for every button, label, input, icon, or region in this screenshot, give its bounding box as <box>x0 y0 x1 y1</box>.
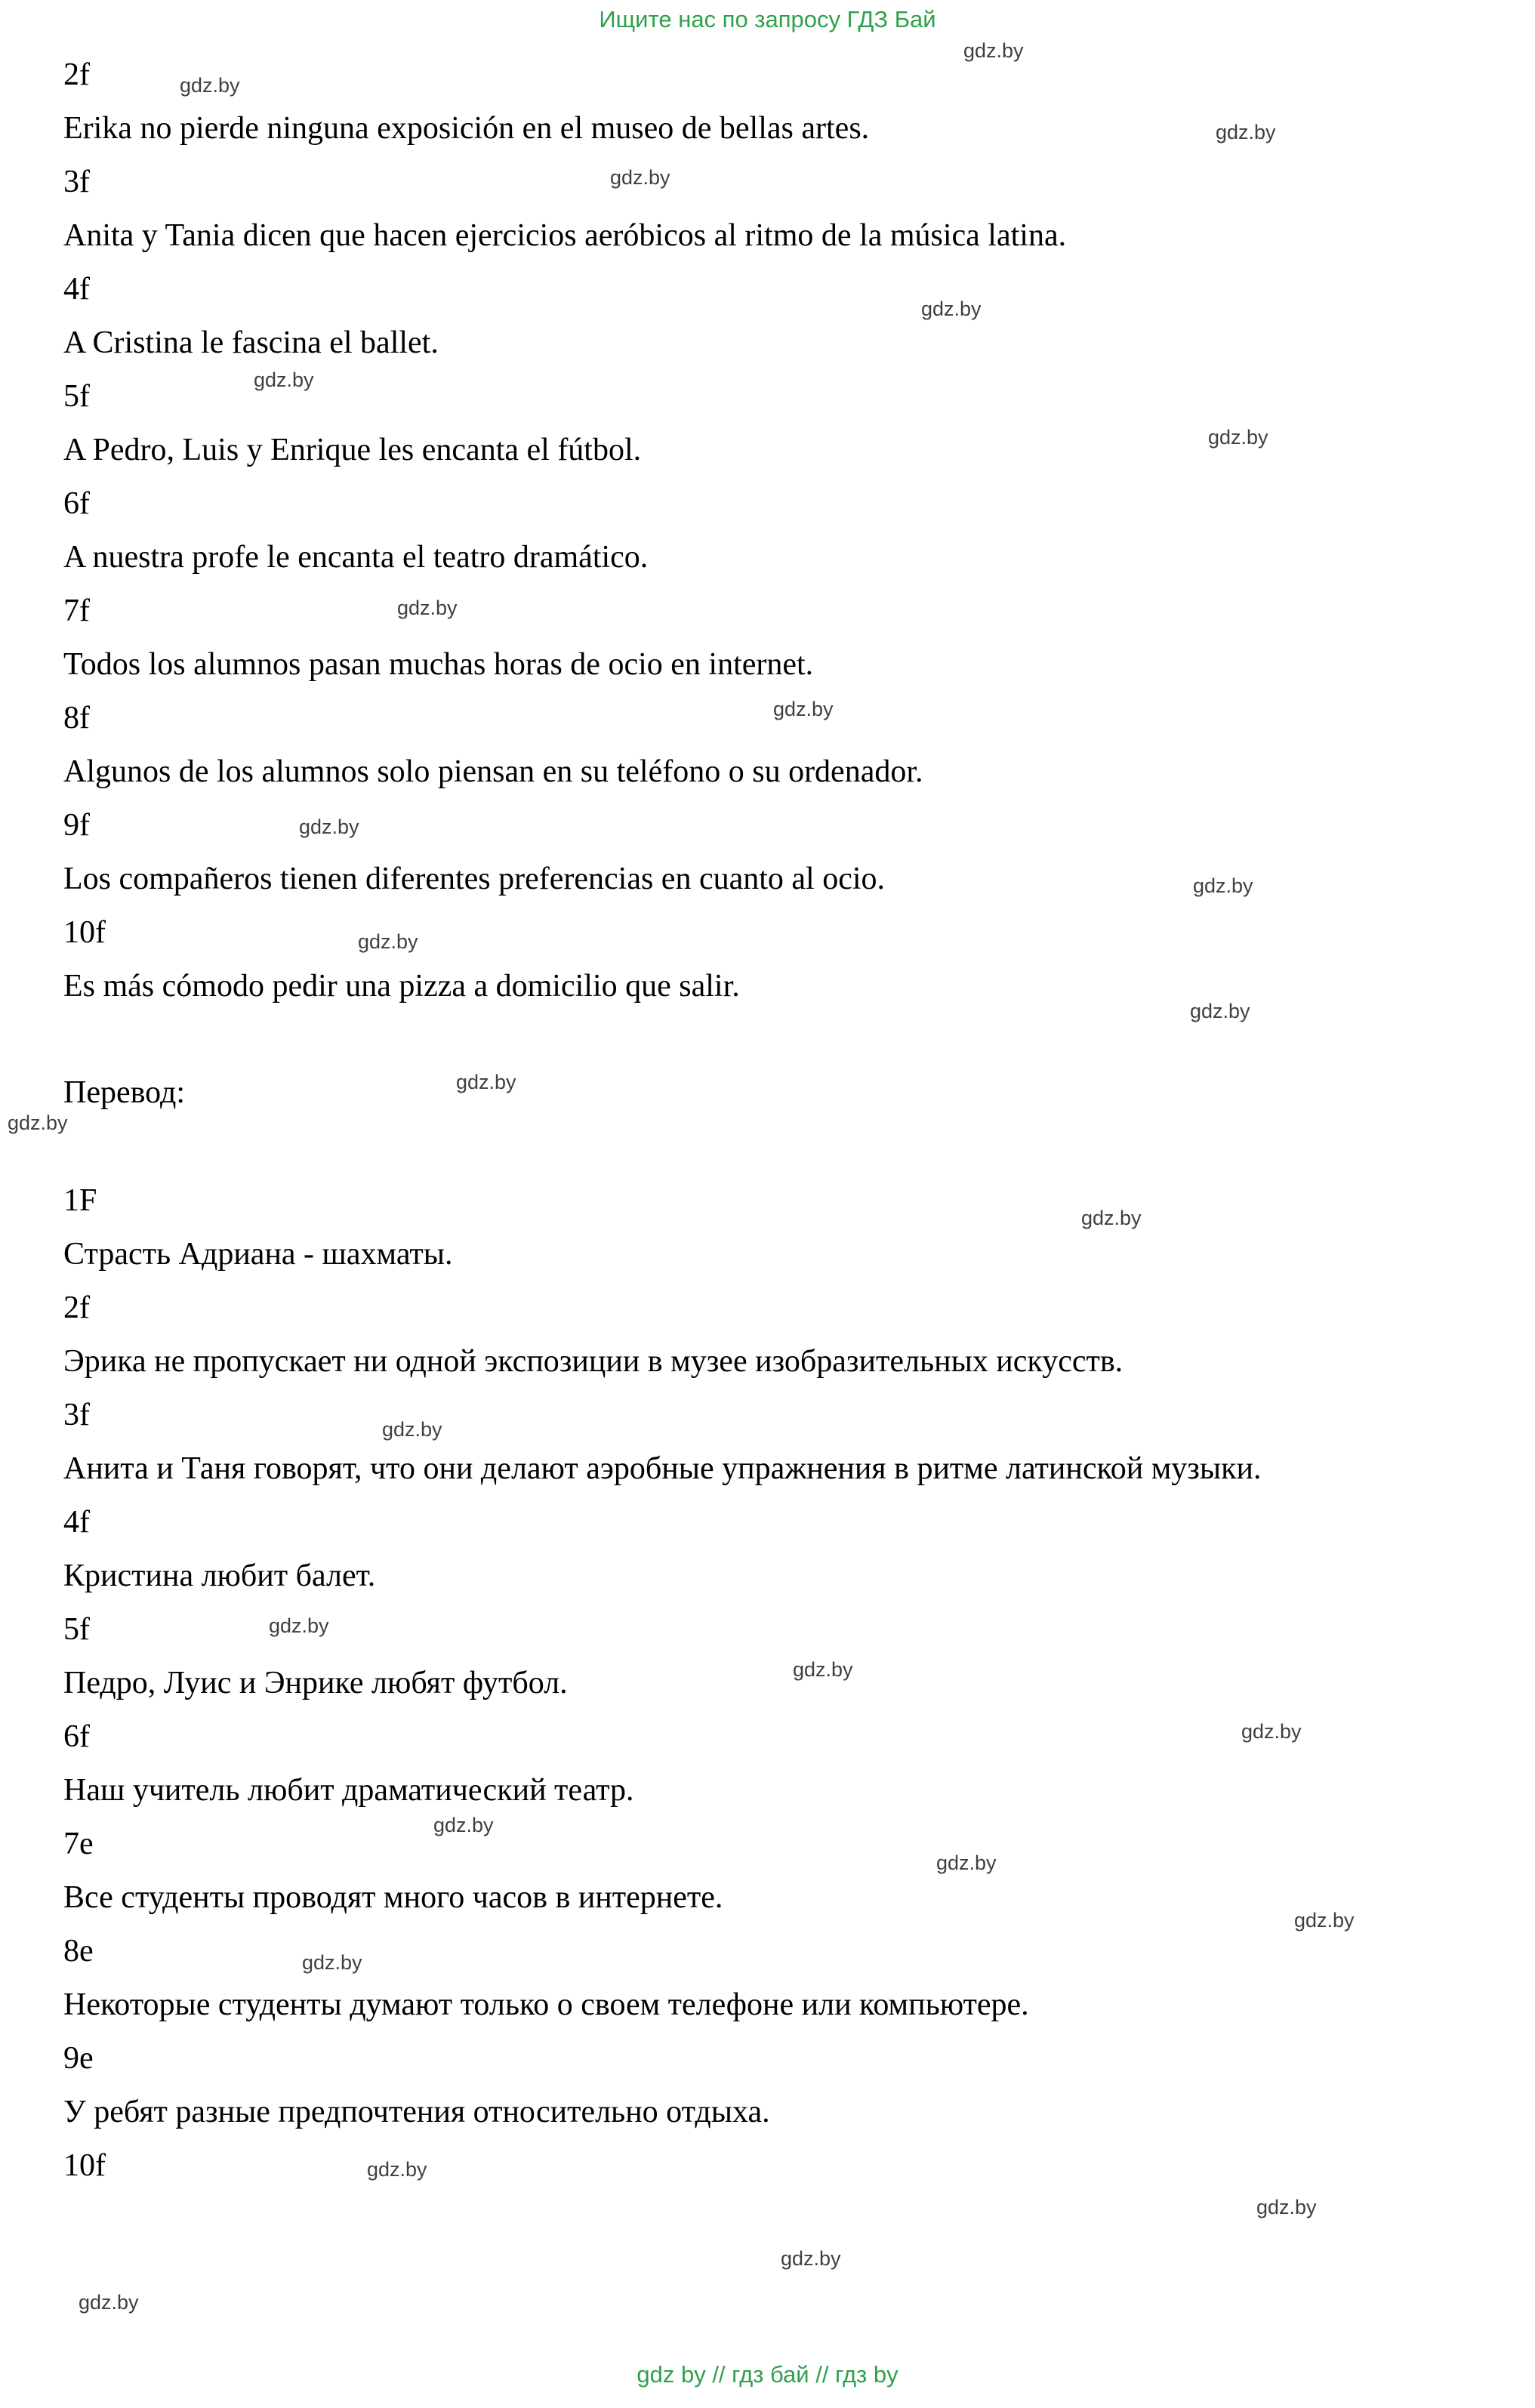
item-text: A Pedro, Luis y Enrique les encanta el fútbol. <box>63 433 642 467</box>
watermark: gdz.by <box>610 166 670 189</box>
translation-heading: Перевод: <box>63 1075 185 1110</box>
page-content <box>0 36 1535 2193</box>
item-number: 7f <box>63 594 90 628</box>
item-number: 6f <box>63 486 90 521</box>
item-number: 2f <box>63 1290 90 1325</box>
watermark: gdz.by <box>773 698 834 720</box>
watermark: gdz.by <box>456 1071 516 1093</box>
item-text: A Cristina le fascina el ballet. <box>63 325 439 360</box>
item-text: Erika no pierde ninguna exposición en el museo de bellas artes. <box>63 111 870 146</box>
watermark: gdz.by <box>1190 1000 1250 1022</box>
item-text: Кристина любит балет. <box>63 1559 376 1593</box>
watermark: gdz.by <box>936 1851 997 1874</box>
watermark: gdz.by <box>254 368 314 391</box>
item-text: A nuestra profe le encanta el teatro dramático. <box>63 540 649 575</box>
item-text: Algunos de los alumnos solo piensan en su teléfono o su ordenador. <box>63 754 923 789</box>
watermark: gdz.by <box>180 74 240 97</box>
item-text: Наш учитель любит драматический театр. <box>63 1773 634 1808</box>
item-text: Es más cómodo pedir una pizza a domicilio que salir. <box>63 969 740 1004</box>
spanish-section <box>63 48 1472 1013</box>
item-text: Анита и Таня говорят, что они делают аэробные упражнения в ритме латинской музыки. <box>63 1451 1262 1486</box>
watermark: gdz.by <box>397 597 458 619</box>
item-text: У ребят разные предпочтения относительно отдыха. <box>63 2095 770 2129</box>
watermark: gdz.by <box>358 930 418 953</box>
item-number: 3f <box>63 165 90 199</box>
item-number: 9e <box>63 2041 94 2076</box>
item-number: 6f <box>63 1719 90 1754</box>
item-text: Эрика не пропускает ни одной экспозиции в музее изобразительных искусств. <box>63 1344 1124 1379</box>
item-number: 9f <box>63 808 90 843</box>
watermark: gdz.by <box>269 1614 329 1637</box>
item-number: 10f <box>63 2148 106 2183</box>
watermark: gdz.by <box>382 1418 442 1441</box>
item-number: 7e <box>63 1827 94 1861</box>
translation-section <box>63 1174 1472 2193</box>
item-text: Anita y Tania dicen que hacen ejercicios aeróbicos al ritmo de la música latina. <box>63 218 1067 253</box>
item-text: Все студенты проводят много часов в интернете. <box>63 1880 723 1915</box>
item-number: 8f <box>63 701 90 735</box>
watermark: gdz.by <box>367 2158 427 2181</box>
watermark: gdz.by <box>1256 2196 1317 2218</box>
item-number: 3f <box>63 1398 90 1432</box>
item-number: 5f <box>63 379 90 414</box>
watermark: gdz.by <box>1208 426 1268 449</box>
footer-banner: gdz by // гдз бай // гдз by <box>637 2361 898 2388</box>
watermark: gdz.by <box>1216 121 1276 143</box>
item-number: 5f <box>63 1612 90 1647</box>
item-number: 1F <box>63 1183 97 1218</box>
watermark: gdz.by <box>793 1658 853 1681</box>
item-number: 10f <box>63 915 106 950</box>
watermark: gdz.by <box>921 298 982 320</box>
header-banner: Ищите нас по запросу ГДЗ Бай <box>599 6 936 32</box>
item-number: 4f <box>63 1505 90 1540</box>
watermark: gdz.by <box>1193 874 1253 897</box>
item-text: Страсть Адриана - шахматы. <box>63 1237 453 1272</box>
watermark: gdz.by <box>79 2291 139 2314</box>
item-number: 4f <box>63 272 90 307</box>
watermark: gdz.by <box>1294 1909 1355 1932</box>
item-text: Todos los alumnos pasan muchas horas de ocio en internet. <box>63 647 814 682</box>
item-number: 8e <box>63 1934 94 1969</box>
watermark: gdz.by <box>302 1951 362 1974</box>
watermark: gdz.by <box>781 2247 841 2270</box>
item-number: 2f <box>63 57 90 92</box>
item-text: Los compañeros tienen diferentes preferencias en cuanto al ocio. <box>63 862 886 896</box>
item-text: Некоторые студенты думают только о своем телефоне или компьютере. <box>63 1987 1029 2022</box>
watermark: gdz.by <box>299 816 359 838</box>
watermark: gdz.by <box>1081 1207 1142 1229</box>
watermark: gdz.by <box>433 1814 494 1836</box>
watermark: gdz.by <box>1241 1720 1302 1743</box>
watermark: gdz.by <box>8 1112 68 1134</box>
item-text: Педро, Луис и Энрике любят футбол. <box>63 1666 568 1700</box>
watermark: gdz.by <box>963 39 1024 62</box>
